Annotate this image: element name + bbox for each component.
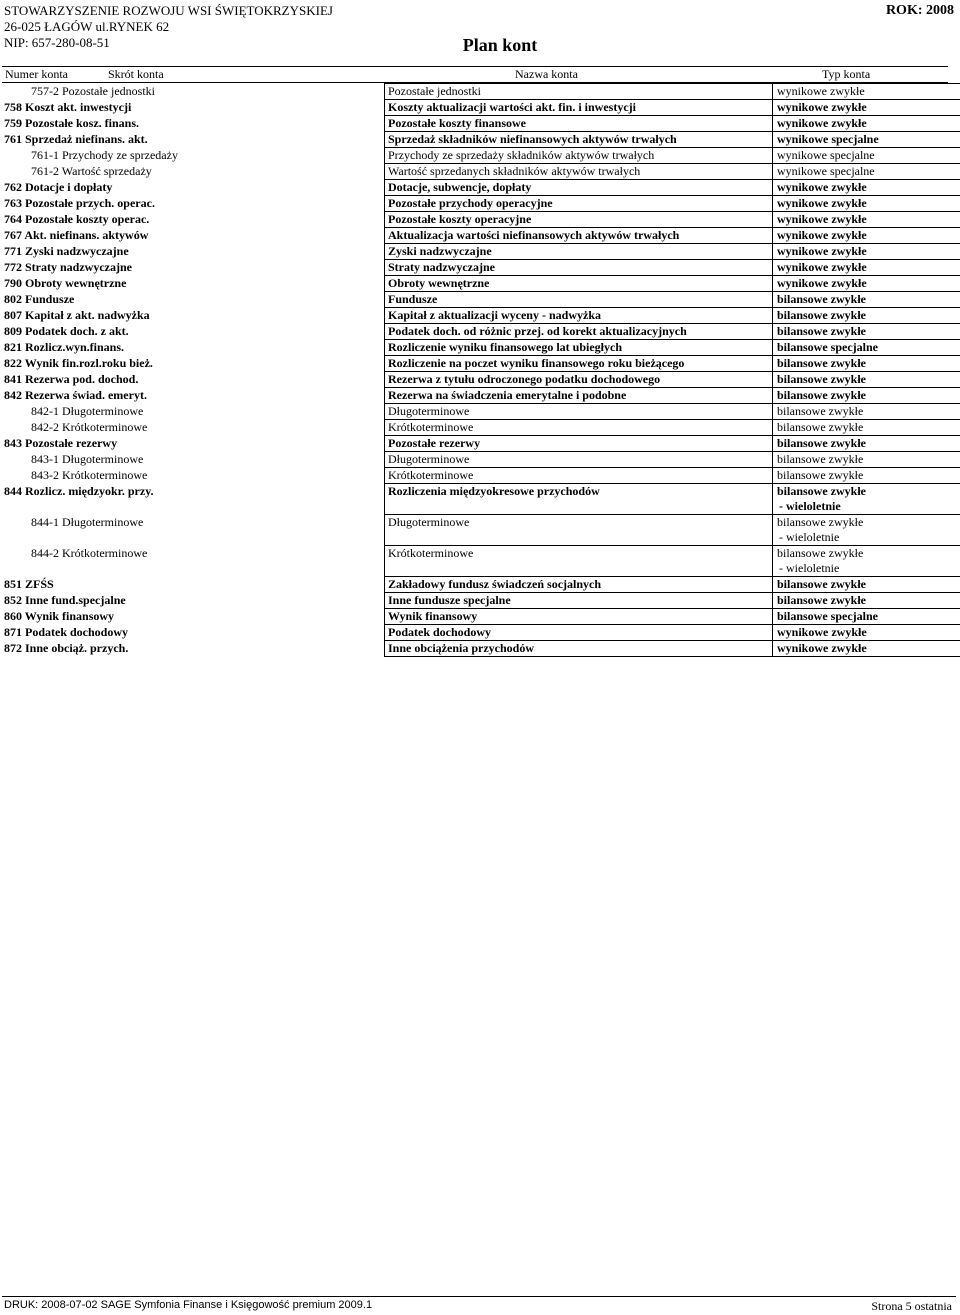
report-year: ROK: 2008 bbox=[885, 3, 954, 18]
account-number-and-short-name: 764 Pozostałe koszty operac. bbox=[4, 211, 150, 226]
account-name: Zyski nadzwyczajne bbox=[385, 244, 773, 260]
account-name: Przychody ze sprzedaży składników aktywów trwałych bbox=[385, 148, 773, 164]
account-type: bilansowe zwykłe bbox=[777, 468, 864, 482]
account-name: Obroty wewnętrzne bbox=[385, 276, 773, 292]
account-name: Pozostałe koszty operacyjne bbox=[385, 212, 773, 228]
account-number-and-short-name: 767 Akt. niefinans. aktywów bbox=[4, 227, 149, 242]
account-name: Sprzedaż składników niefinansowych aktywów trwałych bbox=[385, 132, 773, 148]
account-type-cell bbox=[773, 100, 960, 116]
account-type-cell bbox=[773, 212, 960, 228]
account-type-cell bbox=[773, 577, 960, 593]
account-type-cell bbox=[773, 625, 960, 641]
account-type: wynikowe zwykłe bbox=[777, 212, 867, 226]
account-name: Długoterminowe bbox=[385, 452, 773, 468]
account-type: wynikowe specjalne bbox=[777, 148, 875, 162]
account-type-cell bbox=[773, 276, 960, 292]
account-type-cell bbox=[773, 180, 960, 196]
account-type-cell bbox=[773, 356, 960, 372]
account-name: Długoterminowe bbox=[385, 404, 773, 420]
table-row bbox=[4, 388, 960, 404]
account-number-and-short-name: 809 Podatek doch. z akt. bbox=[4, 323, 129, 338]
account-name: Długoterminowe bbox=[385, 515, 773, 546]
account-type-cell bbox=[773, 164, 960, 180]
account-number-and-short-name: 821 Rozlicz.wyn.finans. bbox=[4, 339, 124, 354]
account-type: wynikowe zwykłe bbox=[777, 116, 867, 130]
column-header-account-type: Typ konta bbox=[822, 67, 871, 81]
account-number-and-short-name: 843-1 Długoterminowe bbox=[31, 451, 144, 466]
account-type-cell bbox=[773, 388, 960, 404]
table-row bbox=[4, 577, 960, 593]
column-header-account-name: Nazwa konta bbox=[515, 67, 578, 81]
table-row bbox=[4, 212, 960, 228]
account-number-and-short-name: 822 Wynik fin.rozl.roku bież. bbox=[4, 355, 153, 370]
account-name: Krótkoterminowe bbox=[385, 420, 773, 436]
account-type-cell bbox=[773, 452, 960, 468]
account-number-and-short-name: 842-1 Długoterminowe bbox=[31, 403, 144, 418]
table-row bbox=[4, 164, 960, 180]
column-headers bbox=[2, 66, 948, 83]
account-type: bilansowe zwykłe bbox=[777, 404, 864, 418]
print-info: DRUK: 2008-07-02 SAGE Symfonia Finanse i Księgowość premium 2009.1 bbox=[4, 1299, 373, 1311]
account-type-cell bbox=[773, 484, 960, 515]
account-number-and-short-name: 761-1 Przychody ze sprzedaży bbox=[31, 147, 178, 162]
account-type: bilansowe zwykłe bbox=[777, 436, 867, 450]
account-type: wynikowe zwykłe bbox=[777, 244, 867, 258]
account-name: Pozostałe przychody operacyjne bbox=[385, 196, 773, 212]
account-type: wynikowe zwykłe bbox=[777, 276, 867, 290]
account-number-and-short-name: 871 Podatek dochodowy bbox=[4, 624, 129, 639]
account-type-cell bbox=[773, 260, 960, 276]
account-name: Inne obciążenia przychodów bbox=[385, 641, 773, 657]
table-row bbox=[4, 292, 960, 308]
account-name: Podatek dochodowy bbox=[385, 625, 773, 641]
account-type-cell bbox=[773, 148, 960, 164]
account-type: bilansowe zwykłe bbox=[777, 577, 867, 591]
table-row bbox=[4, 641, 960, 657]
account-type: wynikowe zwykłe bbox=[777, 228, 867, 242]
page-number: Strona 5 ostatnia bbox=[871, 1299, 952, 1313]
table-row bbox=[4, 372, 960, 388]
column-header-number: Numer konta bbox=[5, 67, 68, 81]
table-row bbox=[4, 420, 960, 436]
table-row bbox=[4, 228, 960, 244]
account-number-and-short-name: 757-2 Pozostałe jednostki bbox=[31, 83, 155, 98]
account-type: wynikowe specjalne bbox=[777, 164, 875, 178]
table-row bbox=[4, 452, 960, 468]
account-name: Inne fundusze specjalne bbox=[385, 593, 773, 609]
table-row bbox=[4, 196, 960, 212]
account-number-and-short-name: 842-2 Krótkoterminowe bbox=[31, 419, 148, 434]
account-type: bilansowe zwykłe bbox=[777, 546, 864, 560]
account-name: Pozostałe koszty finansowe bbox=[385, 116, 773, 132]
account-type-cell bbox=[773, 292, 960, 308]
account-type: wynikowe zwykłe bbox=[777, 625, 867, 639]
account-type-cell bbox=[773, 404, 960, 420]
table-row bbox=[4, 148, 960, 164]
account-name: Rozliczenie wyniku finansowego lat ubiegłych bbox=[385, 340, 773, 356]
table-row bbox=[4, 436, 960, 452]
account-type-cell bbox=[773, 546, 960, 577]
account-type-cell bbox=[773, 228, 960, 244]
account-number-and-short-name: 851 ZFŚS bbox=[4, 576, 54, 591]
account-type: bilansowe zwykłe bbox=[777, 515, 864, 529]
table-row bbox=[4, 244, 960, 260]
account-type-cell bbox=[773, 244, 960, 260]
account-type: bilansowe specjalne bbox=[777, 609, 879, 623]
account-number-and-short-name: 844-2 Krótkoterminowe bbox=[31, 545, 148, 560]
account-type: bilansowe zwykłe bbox=[777, 372, 867, 386]
account-number-and-short-name: 860 Wynik finansowy bbox=[4, 608, 115, 623]
account-number-and-short-name: 758 Koszt akt. inwestycji bbox=[4, 99, 132, 114]
account-type: bilansowe zwykłe bbox=[777, 484, 867, 498]
accounts-table-body bbox=[4, 84, 960, 657]
table-row bbox=[4, 546, 960, 577]
account-number-and-short-name: 759 Pozostałe kosz. finans. bbox=[4, 115, 139, 130]
account-number-and-short-name: 802 Fundusze bbox=[4, 291, 75, 306]
account-type-extra: - wieloletnie bbox=[779, 499, 841, 513]
account-type: bilansowe zwykłe bbox=[777, 452, 864, 466]
account-number-and-short-name: 761-2 Wartość sprzedaży bbox=[31, 163, 152, 178]
account-type-cell bbox=[773, 641, 960, 657]
organization-nip: NIP: 657-280-08-51 bbox=[4, 35, 110, 50]
account-type: bilansowe zwykłe bbox=[777, 388, 867, 402]
account-name: Wartość sprzedanych składników aktywów trwałych bbox=[385, 164, 773, 180]
account-type-cell bbox=[773, 84, 960, 100]
table-row bbox=[4, 593, 960, 609]
account-type: wynikowe zwykłe bbox=[777, 196, 867, 210]
accounts-table bbox=[4, 83, 960, 657]
account-name: Dotacje, subwencje, dopłaty bbox=[385, 180, 773, 196]
account-type-cell bbox=[773, 132, 960, 148]
table-row bbox=[4, 609, 960, 625]
account-type: wynikowe zwykłe bbox=[777, 260, 867, 274]
account-number-and-short-name: 841 Rezerwa pod. dochod. bbox=[4, 371, 139, 386]
account-number-and-short-name: 771 Zyski nadzwyczajne bbox=[4, 243, 129, 258]
table-row bbox=[4, 625, 960, 641]
account-number-and-short-name: 852 Inne fund.specjalne bbox=[4, 592, 126, 607]
organization-name: STOWARZYSZENIE ROZWOJU WSI ŚWIĘTOKRZYSKIEJ bbox=[4, 3, 333, 18]
account-name: Rozliczenia międzyokresowe przychodów bbox=[385, 484, 773, 515]
account-type-cell bbox=[773, 340, 960, 356]
account-name: Aktualizacja wartości niefinansowych aktywów trwałych bbox=[385, 228, 773, 244]
account-name: Zakładowy fundusz świadczeń socjalnych bbox=[385, 577, 773, 593]
account-type-cell bbox=[773, 372, 960, 388]
table-row bbox=[4, 340, 960, 356]
account-type: bilansowe zwykłe bbox=[777, 420, 864, 434]
account-number-and-short-name: 763 Pozostałe przych. operac. bbox=[4, 195, 155, 210]
account-name: Krótkoterminowe bbox=[385, 546, 773, 577]
account-type-cell bbox=[773, 196, 960, 212]
account-number-and-short-name: 762 Dotacje i dopłaty bbox=[4, 179, 113, 194]
table-row bbox=[4, 260, 960, 276]
table-row bbox=[4, 132, 960, 148]
table-row bbox=[4, 484, 960, 515]
account-name: Pozostałe jednostki bbox=[385, 84, 773, 100]
account-type: bilansowe zwykłe bbox=[777, 593, 867, 607]
account-number-and-short-name: 844-1 Długoterminowe bbox=[31, 514, 144, 529]
account-number-and-short-name: 761 Sprzedaż niefinans. akt. bbox=[4, 131, 148, 146]
account-name: Rezerwa z tytułu odroczonego podatku dochodowego bbox=[385, 372, 773, 388]
table-row bbox=[4, 180, 960, 196]
account-number-and-short-name: 842 Rezerwa świad. emeryt. bbox=[4, 387, 147, 402]
account-type-cell bbox=[773, 609, 960, 625]
account-type-cell bbox=[773, 468, 960, 484]
account-number-and-short-name: 807 Kapitał z akt. nadwyżka bbox=[4, 307, 150, 322]
table-row bbox=[4, 100, 960, 116]
account-number-and-short-name: 772 Straty nadzwyczajne bbox=[4, 259, 132, 274]
account-type-cell bbox=[773, 308, 960, 324]
table-row bbox=[4, 356, 960, 372]
table-row bbox=[4, 308, 960, 324]
account-name: Fundusze bbox=[385, 292, 773, 308]
account-number-and-short-name: 844 Rozlicz. międzyokr. przy. bbox=[4, 483, 154, 498]
account-number-and-short-name: 843 Pozostałe rezerwy bbox=[4, 435, 118, 450]
table-row bbox=[4, 116, 960, 132]
column-header-short-name: Skrót konta bbox=[108, 67, 164, 81]
account-type: wynikowe zwykłe bbox=[777, 180, 867, 194]
account-name: Podatek doch. od różnic przej. od korekt aktualizacyjnych bbox=[385, 324, 773, 340]
account-type-cell bbox=[773, 593, 960, 609]
table-row bbox=[4, 276, 960, 292]
account-type: bilansowe zwykłe bbox=[777, 356, 867, 370]
account-name: Rozliczenie na poczet wyniku finansowego roku bieżącego bbox=[385, 356, 773, 372]
account-type: bilansowe zwykłe bbox=[777, 292, 867, 306]
table-row bbox=[4, 84, 960, 100]
account-type: wynikowe zwykłe bbox=[777, 641, 867, 655]
table-row bbox=[4, 515, 960, 546]
account-type-cell bbox=[773, 116, 960, 132]
account-number-and-short-name: 790 Obroty wewnętrzne bbox=[4, 275, 127, 290]
document-title: Plan kont bbox=[462, 35, 538, 55]
account-type-extra: - wieloletnie bbox=[779, 530, 840, 544]
account-type: wynikowe zwykłe bbox=[777, 84, 865, 98]
account-name: Rezerwa na świadczenia emerytalne i podobne bbox=[385, 388, 773, 404]
account-type-cell bbox=[773, 420, 960, 436]
account-name: Koszty aktualizacji wartości akt. fin. i inwestycji bbox=[385, 100, 773, 116]
account-type-cell bbox=[773, 324, 960, 340]
account-name: Kapitał z aktualizacji wyceny - nadwyżka bbox=[385, 308, 773, 324]
footer-divider bbox=[2, 1296, 956, 1297]
account-type: bilansowe zwykłe bbox=[777, 308, 867, 322]
account-name: Wynik finansowy bbox=[385, 609, 773, 625]
account-name: Straty nadzwyczajne bbox=[385, 260, 773, 276]
account-type: wynikowe zwykłe bbox=[777, 100, 867, 114]
account-name: Krótkoterminowe bbox=[385, 468, 773, 484]
account-number-and-short-name: 872 Inne obciąż. przych. bbox=[4, 640, 129, 655]
table-row bbox=[4, 404, 960, 420]
table-row bbox=[4, 468, 960, 484]
account-name: Pozostałe rezerwy bbox=[385, 436, 773, 452]
table-row bbox=[4, 324, 960, 340]
organization-address: 26-025 ŁAGÓW ul.RYNEK 62 bbox=[4, 19, 170, 34]
account-type: bilansowe zwykłe bbox=[777, 324, 867, 338]
account-type-extra: - wieloletnie bbox=[779, 561, 840, 575]
account-type-cell bbox=[773, 515, 960, 546]
account-type-cell bbox=[773, 436, 960, 452]
account-type: wynikowe specjalne bbox=[777, 132, 879, 146]
account-type: bilansowe specjalne bbox=[777, 340, 879, 354]
account-number-and-short-name: 843-2 Krótkoterminowe bbox=[31, 467, 148, 482]
